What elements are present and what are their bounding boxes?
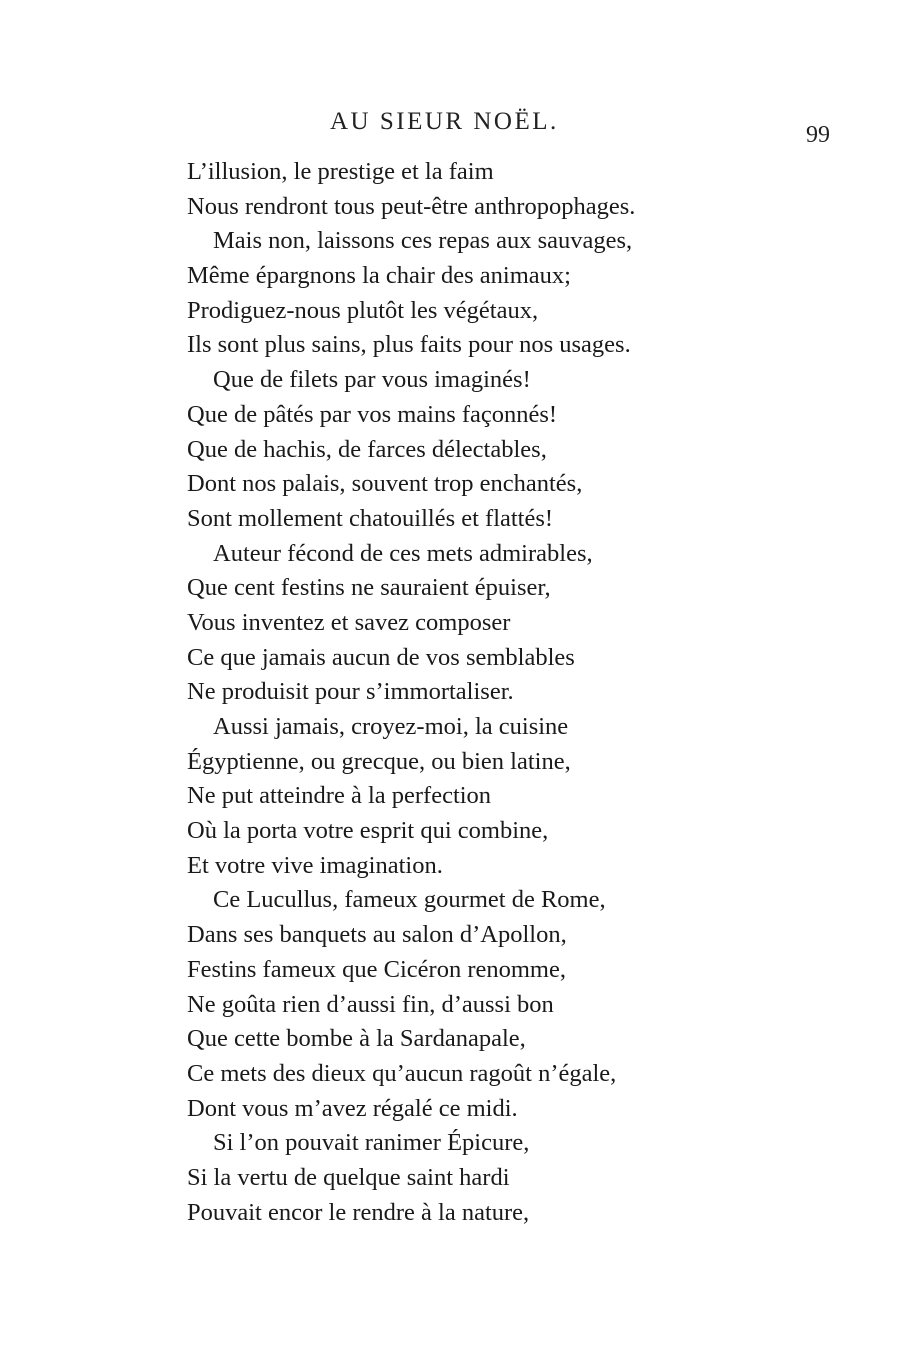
poem-line: Égyptienne, ou grecque, ou bien latine, [187, 747, 571, 775]
poem-line: Et votre vive imagination. [187, 851, 443, 879]
poem-line: Vous inventez et savez composer [187, 608, 511, 636]
poem-line: Dont vous m’avez régalé ce midi. [187, 1094, 518, 1122]
running-title: AU SIEUR NOËL. [330, 108, 559, 135]
poem-line: Pouvait encor le rendre à la nature, [187, 1198, 530, 1226]
poem-line: Mais non, laissons ces repas aux sauvages, [213, 227, 633, 255]
poem-line: Ce Lucullus, fameux gourmet de Rome, [213, 886, 606, 914]
poem-line: Ne put atteindre à la perfection [187, 782, 492, 810]
poem-line: Festins fameux que Cicéron renomme, [187, 955, 566, 983]
poem-line: Dans ses banquets au salon d’Apollon, [187, 921, 567, 949]
poem-line: Nous rendront tous peut-être anthropophages. [187, 192, 636, 220]
poem-line: Ce mets des dieux qu’aucun ragoût n’égale, [187, 1059, 617, 1087]
poem-line: Où la porta votre esprit qui combine, [187, 817, 549, 845]
poem-line: Même épargnons la chair des animaux; [187, 262, 571, 290]
poem-line: Auteur fécond de ces mets admirables, [213, 539, 593, 567]
poem-line: Sont mollement chatouillés et flattés! [187, 504, 554, 532]
poem-line: Dont nos palais, souvent trop enchantés, [187, 470, 583, 498]
poem-line: Ce que jamais aucun de vos semblables [187, 643, 575, 671]
poem-line: Que de hachis, de farces délectables, [187, 435, 547, 463]
poem-line: Que cent festins ne sauraient épuiser, [187, 574, 551, 602]
page-number: 99 [806, 122, 830, 148]
poem-line: Ne goûta rien d’aussi fin, d’aussi bon [187, 990, 554, 1018]
poem-line: Aussi jamais, croyez-moi, la cuisine [213, 713, 569, 740]
poem-line: L’illusion, le prestige et la faim [187, 158, 494, 185]
poem-line: Que de pâtés par vos mains façonnés! [187, 400, 558, 428]
poem-line: Si l’on pouvait ranimer Épicure, [213, 1129, 530, 1157]
poem-line: Que de filets par vous imaginés! [213, 366, 531, 394]
poem-line: Ils sont plus sains, plus faits pour nos usages. [187, 331, 631, 359]
poem-line: Ne produisit pour s’immortaliser. [187, 678, 514, 706]
poem-line: Que cette bombe à la Sardanapale, [187, 1025, 526, 1053]
poem-body [187, 155, 747, 1230]
poem-line: Si la vertu de quelque saint hardi [187, 1163, 510, 1191]
poem-line: Prodiguez-nous plutôt les végétaux, [187, 296, 539, 324]
